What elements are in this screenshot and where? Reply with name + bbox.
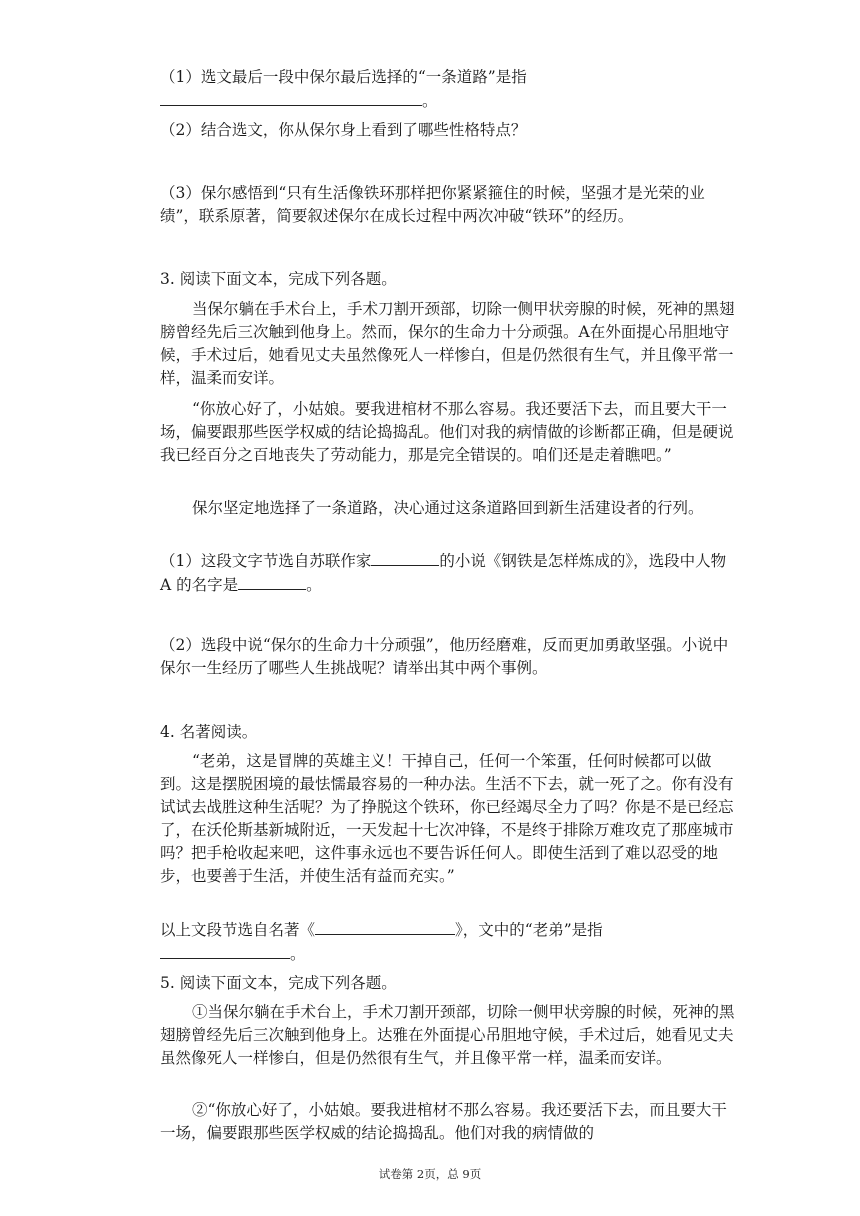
q3-para3-text: 保尔坚定地选择了一条道路，决心通过这条道路回到新生活建设者的行列。	[192, 499, 704, 517]
q5-passage-para2	[160, 1099, 735, 1145]
q3-sub1	[160, 549, 735, 597]
q4-title-text: 4. 名著阅读。	[160, 723, 258, 741]
q2-sub1-text: （1）选文最后一段中保尔最后选择的“一条道路”是指	[160, 68, 527, 86]
answer-blank[interactable]	[238, 573, 306, 590]
answer-blank[interactable]	[160, 942, 290, 959]
q3-para2-text: “你放心好了，小姑娘。要我进棺材不那么容易。我还要活下去，而且要大干一场，偏要跟那些医学权威的结论捣捣乱。他们对我的病情做的诊断都正确，但是硬说我已经百分之百地丧失了劳动能力，那是完全错误的。咱们还是走着瞧吧。”	[160, 400, 734, 464]
answer-blank[interactable]	[315, 918, 455, 935]
q4-question	[160, 918, 735, 966]
q3-sub2	[160, 634, 735, 680]
q4-question-part-a: 以上文段节选自名著《	[160, 921, 316, 939]
q5-passage-para1	[160, 1001, 735, 1070]
q2-sub1-end: 。	[422, 92, 438, 110]
q3-sub1-part-b: 的小说《钢铁是怎样炼成的》，选段中人物 A 的名字是	[160, 552, 727, 594]
q4-title	[160, 721, 735, 744]
q3-title	[160, 268, 735, 291]
q5-para1-text: ①当保尔躺在手术台上，手术刀割开颈部，切除一侧甲状旁腺的时候，死神的黑翅膀曾经先后三次触到他身上。达雅在外面提心吊胆地守候，手术过后，她看见丈夫虽然像死人一样惨白，但是仍然很有生气，并且像平常一样，温柔而安详。	[160, 1003, 735, 1067]
q3-passage-para1	[160, 298, 735, 390]
q4-question-part-c: 。	[290, 945, 306, 963]
q4-passage	[160, 750, 735, 888]
answer-blank[interactable]	[371, 549, 439, 566]
q4-question-part-b: 》，文中的“老弟”是指	[455, 921, 603, 939]
q2-sub2-text: （2）结合选文，你从保尔身上看到了哪些性格特点？	[160, 121, 527, 139]
q3-sub2-text: （2）选段中说“保尔的生命力十分顽强”，他历经磨难，反而更加勇敢坚强。小说中保尔一生经历了哪些人生挑战呢？请举出其中两个事例。	[160, 636, 729, 677]
q5-title	[160, 972, 735, 995]
page-footer: 试卷第 2页，总 9页	[378, 1167, 482, 1181]
q3-para1-text: 当保尔躺在手术台上，手术刀割开颈部，切除一侧甲状旁腺的时候，死神的黑翅膀曾经先后三次触到他身上。然而，保尔的生命力十分顽强。A在外面提心吊胆地守候，手术过后，她看见丈夫虽然像死人一样惨白，但是仍然很有生气，并且像平常一样，温柔而安详。	[160, 300, 735, 387]
q2-sub3	[160, 182, 735, 228]
q3-passage-para2	[160, 398, 735, 467]
q2-sub1	[160, 66, 735, 113]
q5-para2-text: ②“你放心好了，小姑娘。要我进棺材不那么容易。我还要活下去，而且要大干一场，偏要跟那些医学权威的结论捣捣乱。他们对我的病情做的	[160, 1101, 727, 1142]
q2-sub2	[160, 119, 735, 142]
q3-passage-para3	[160, 497, 735, 520]
q5-title-text: 5. 阅读下面文本，完成下列各题。	[160, 974, 397, 992]
q3-sub1-part-c: 。	[306, 576, 322, 594]
q3-sub1-part-a: （1）这段文字节选自苏联作家	[160, 552, 372, 570]
q2-sub3-text: （3）保尔感悟到“只有生活像铁环那样把你紧紧箍住的时候，坚强才是光荣的业绩”，联系原著，简要叙述保尔在成长过程中两次冲破“铁环”的经历。	[160, 184, 705, 225]
q3-title-text: 3. 阅读下面文本，完成下列各题。	[160, 270, 397, 288]
q4-passage-text: “老弟，这是冒牌的英雄主义！干掉自己，任何一个笨蛋，任何时候都可以做到。这是摆脱困境的最怯懦最容易的一种办法。生活不下去，就一死了之。你有没有试试去战胜这种生活呢？为了挣脱这个铁环，你已经竭尽全力了吗？你是不是已经忘了，在沃伦斯基新城附近，一天发起十七次冲锋，不是终于排除万难攻克了那座城市吗？把手枪收起来吧，这件事永远也不要告诉任何人。即使生活到了难以忍受的地步，也要善于生活，并使生活有益而充实。”	[160, 752, 734, 885]
answer-blank[interactable]	[160, 89, 422, 106]
